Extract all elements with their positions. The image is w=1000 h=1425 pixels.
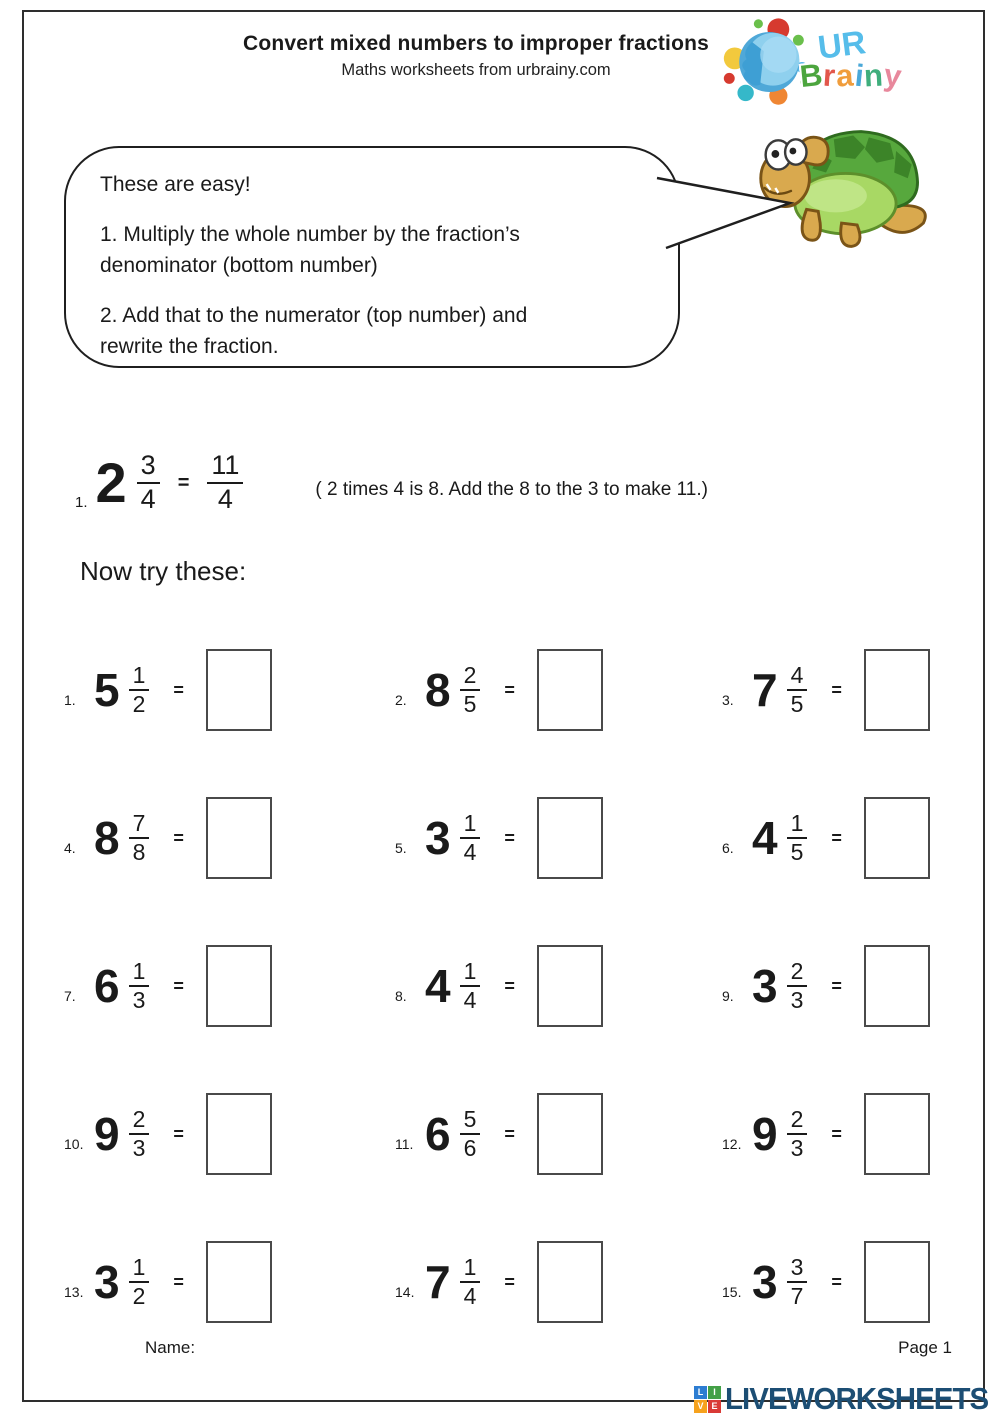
equals-sign: = xyxy=(177,471,190,494)
problem-item-8 xyxy=(395,912,722,1060)
whole-number: 8 xyxy=(94,812,120,864)
problem-number: 7. xyxy=(64,988,76,1004)
example-result-numerator: 11 xyxy=(207,451,243,484)
answer-box[interactable] xyxy=(537,1093,603,1175)
logo-letter: a xyxy=(835,57,856,94)
whole-number: 3 xyxy=(94,1256,120,1308)
equals-sign: = xyxy=(831,1123,842,1144)
problem-item-14 xyxy=(395,1208,722,1356)
example-fraction xyxy=(137,451,160,514)
denominator: 6 xyxy=(463,1135,477,1161)
example-result-denominator: 4 xyxy=(217,484,233,514)
answer-box[interactable] xyxy=(864,1241,930,1323)
problem-number: 8. xyxy=(395,988,407,1004)
page-number: Page 1 xyxy=(898,1338,952,1357)
answer-box[interactable] xyxy=(206,1093,272,1175)
denominator: 4 xyxy=(463,987,477,1013)
answer-box[interactable] xyxy=(206,945,272,1027)
denominator: 5 xyxy=(790,839,804,865)
numerator: 2 xyxy=(460,663,481,691)
liveworksheets-logo xyxy=(694,1381,1000,1417)
whole-number: 8 xyxy=(425,664,451,716)
whole-number: 9 xyxy=(94,1108,120,1160)
problem-item-13 xyxy=(64,1208,395,1356)
problem-number: 12. xyxy=(722,1136,742,1152)
denominator: 3 xyxy=(790,1135,804,1161)
problem-item-4 xyxy=(64,764,395,912)
problem-item-6 xyxy=(722,764,969,912)
speech-bubble-tail xyxy=(600,160,810,280)
problem-item-9 xyxy=(722,912,969,1060)
logo-brainy-text xyxy=(800,58,903,94)
answer-box[interactable] xyxy=(864,797,930,879)
equals-sign: = xyxy=(831,679,842,700)
whole-number: 3 xyxy=(425,812,451,864)
equals-sign: = xyxy=(504,975,515,996)
fraction xyxy=(787,663,808,718)
logo-letter: n xyxy=(863,57,886,94)
worked-example xyxy=(75,443,708,523)
denominator: 5 xyxy=(463,691,477,717)
denominator: 2 xyxy=(132,691,146,717)
logo-letter: r xyxy=(822,57,838,94)
problem-number: 13. xyxy=(64,1284,84,1300)
problem-item-2 xyxy=(395,616,722,764)
equals-sign: = xyxy=(504,827,515,848)
equals-sign: = xyxy=(504,679,515,700)
example-result-fraction xyxy=(207,451,243,514)
urbrainy-logo xyxy=(722,12,982,110)
numerator: 1 xyxy=(129,959,150,987)
problem-item-5 xyxy=(395,764,722,912)
answer-box[interactable] xyxy=(537,945,603,1027)
denominator: 8 xyxy=(132,839,146,865)
bubble-step1-line2: denominator (bottom number) xyxy=(100,253,378,277)
fraction xyxy=(129,1107,150,1162)
fraction xyxy=(460,1255,481,1310)
problems-grid xyxy=(64,616,969,1356)
problem-number: 3. xyxy=(722,692,734,708)
numerator: 1 xyxy=(129,663,150,691)
bubble-intro: These are easy! xyxy=(100,173,251,196)
answer-box[interactable] xyxy=(206,649,272,731)
numerator: 7 xyxy=(129,811,150,839)
fraction xyxy=(787,1255,808,1310)
answer-box[interactable] xyxy=(206,797,272,879)
fraction xyxy=(129,811,150,866)
example-explanation: ( 2 times 4 is 8. Add the 8 to the 3 to make 11.) xyxy=(315,479,708,500)
problem-item-3 xyxy=(722,616,969,764)
whole-number: 9 xyxy=(752,1108,778,1160)
numerator: 3 xyxy=(787,1255,808,1283)
equals-sign: = xyxy=(173,827,184,848)
problem-number: 2. xyxy=(395,692,407,708)
answer-box[interactable] xyxy=(864,649,930,731)
liveworksheets-grid-icon xyxy=(694,1386,721,1413)
problem-number: 1. xyxy=(64,692,76,708)
problem-item-1 xyxy=(64,616,395,764)
logo-letter: i xyxy=(852,57,867,94)
numerator: 1 xyxy=(787,811,808,839)
fraction xyxy=(129,959,150,1014)
answer-box[interactable] xyxy=(537,649,603,731)
problem-number: 11. xyxy=(395,1136,414,1152)
numerator: 1 xyxy=(129,1255,150,1283)
problem-number: 10. xyxy=(64,1136,84,1152)
answer-box[interactable] xyxy=(864,945,930,1027)
fraction xyxy=(460,811,481,866)
problem-number: 14. xyxy=(395,1284,415,1300)
logo-ur-text: UR xyxy=(815,23,868,66)
problem-number: 6. xyxy=(722,840,734,856)
instructions-speech-bubble xyxy=(64,146,680,368)
denominator: 3 xyxy=(790,987,804,1013)
whole-number: 3 xyxy=(752,960,778,1012)
equals-sign: = xyxy=(504,1123,515,1144)
example-number: 1. xyxy=(75,494,88,511)
numerator: 1 xyxy=(460,811,481,839)
whole-number: 6 xyxy=(94,960,120,1012)
denominator: 4 xyxy=(463,1283,477,1309)
logo-letter: B xyxy=(798,56,826,95)
problem-number: 9. xyxy=(722,988,734,1004)
fraction xyxy=(460,959,481,1014)
answer-box[interactable] xyxy=(537,797,603,879)
numerator: 1 xyxy=(460,959,481,987)
bubble-step2-line2: rewrite the fraction. xyxy=(100,334,279,358)
numerator: 2 xyxy=(787,959,808,987)
whole-number: 5 xyxy=(94,664,120,716)
fraction xyxy=(129,1255,150,1310)
equals-sign: = xyxy=(831,975,842,996)
whole-number: 6 xyxy=(425,1108,451,1160)
page-subtitle: Maths worksheets from urbrainy.com xyxy=(341,61,611,79)
liveworksheets-wordmark: LIVEWORKSHEETS xyxy=(725,1381,989,1416)
bubble-step-1 xyxy=(100,220,648,281)
whole-number: 4 xyxy=(425,960,451,1012)
equals-sign: = xyxy=(831,1271,842,1292)
fraction xyxy=(129,663,150,718)
fraction xyxy=(460,663,481,718)
equals-sign: = xyxy=(173,679,184,700)
fraction xyxy=(787,1107,808,1162)
fraction xyxy=(787,959,808,1014)
now-try-these-heading: Now try these: xyxy=(80,556,247,586)
denominator: 2 xyxy=(132,1283,146,1309)
bubble-step-2 xyxy=(100,301,648,362)
problem-item-7 xyxy=(64,912,395,1060)
answer-box[interactable] xyxy=(864,1093,930,1175)
problem-number: 15. xyxy=(722,1284,742,1300)
denominator: 4 xyxy=(463,839,477,865)
example-whole-number: 2 xyxy=(95,451,127,514)
fraction xyxy=(460,1107,481,1162)
denominator: 7 xyxy=(790,1283,804,1309)
problem-item-15 xyxy=(722,1208,969,1356)
equals-sign: = xyxy=(504,1271,515,1292)
numerator: 4 xyxy=(787,663,808,691)
logo-square: V xyxy=(694,1400,707,1413)
denominator: 3 xyxy=(132,987,146,1013)
example-numerator: 3 xyxy=(137,451,160,484)
whole-number: 7 xyxy=(425,1256,451,1308)
denominator: 3 xyxy=(132,1135,146,1161)
equals-sign: = xyxy=(831,827,842,848)
numerator: 2 xyxy=(129,1107,150,1135)
equals-sign: = xyxy=(173,1271,184,1292)
whole-number: 3 xyxy=(752,1256,778,1308)
problem-item-12 xyxy=(722,1060,969,1208)
answer-box[interactable] xyxy=(537,1241,603,1323)
problem-number: 5. xyxy=(395,840,407,856)
equals-sign: = xyxy=(173,1123,184,1144)
bubble-step1-line1: 1. Multiply the whole number by the fraction’s xyxy=(100,223,520,247)
problem-item-11 xyxy=(395,1060,722,1208)
problem-item-10 xyxy=(64,1060,395,1208)
name-label: Name: xyxy=(145,1338,196,1357)
denominator: 5 xyxy=(790,691,804,717)
whole-number: 7 xyxy=(752,664,778,716)
whole-number: 4 xyxy=(752,812,778,864)
answer-box[interactable] xyxy=(206,1241,272,1323)
problem-number: 4. xyxy=(64,840,76,856)
equals-sign: = xyxy=(173,975,184,996)
logo-letter: y xyxy=(882,57,905,94)
numerator: 5 xyxy=(460,1107,481,1135)
fraction xyxy=(787,811,808,866)
numerator: 1 xyxy=(460,1255,481,1283)
example-denominator: 4 xyxy=(140,484,156,514)
page-title: Convert mixed numbers to improper fractions xyxy=(242,32,710,55)
bubble-step2-line1: 2. Add that to the numerator (top number) and xyxy=(100,304,528,328)
logo-square: I xyxy=(708,1386,721,1399)
numerator: 2 xyxy=(787,1107,808,1135)
logo-square: L xyxy=(694,1386,707,1399)
logo-square: E xyxy=(708,1400,721,1413)
